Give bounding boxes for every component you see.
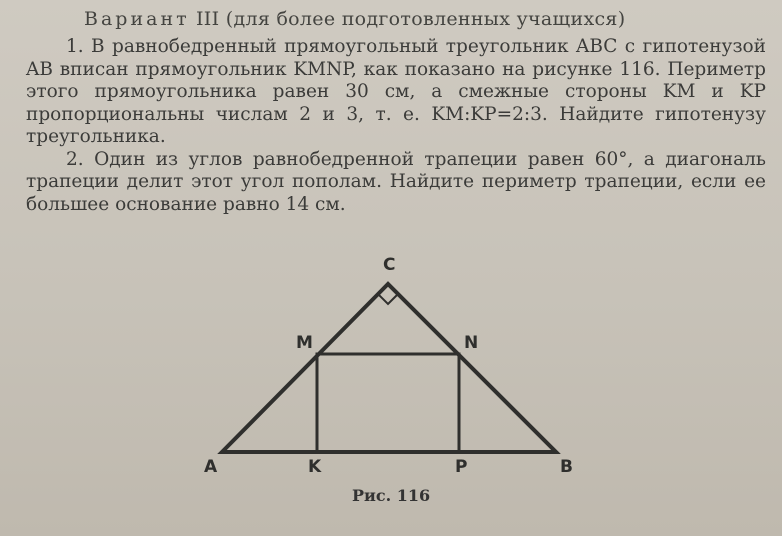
variant-number: III	[195, 8, 220, 30]
problem-1	[26, 36, 766, 149]
problem-2-text: Один из углов равнобедренной трапеции равен 60°, а диагональ трапеции делит этот угол пополам. Найдите периметр трапеции, если ее большее основание равно 14 см.	[26, 148, 766, 215]
rectangle-kmnp	[317, 354, 459, 452]
vertex-label-k: K	[308, 457, 322, 477]
vertex-label-c: C	[383, 255, 396, 275]
vertex-label-m: M	[296, 333, 313, 353]
text-block	[26, 8, 766, 216]
problem-1-text: В равнобедренный прямоугольный треугольник ABC с гипотенузой AB вписан прямоугольник KMNP, как показано на рисунке 116. Периметр этого прямоугольника равен 30 см, а смежные стороны KM и KP пропорциональны числам 2 и 3, т. е. KM:KP=2:3. Найдите гипотенузу треугольника.	[26, 36, 766, 147]
figure-116	[200, 248, 590, 508]
figure-caption: Рис. 116	[352, 486, 431, 505]
vertex-label-b: B	[560, 457, 573, 477]
triangle-abc	[222, 284, 556, 452]
problem-2-number: 2.	[66, 148, 84, 170]
variant-subtitle: (для более подготовленных учащихся)	[225, 8, 626, 30]
problem-2	[26, 149, 766, 217]
vertex-label-p: P	[455, 457, 468, 477]
vertex-label-a: A	[204, 457, 218, 477]
variant-word: Вариант	[84, 8, 190, 30]
right-angle-mark	[378, 294, 398, 304]
variant-header	[26, 8, 766, 30]
triangle-diagram	[200, 248, 590, 508]
vertex-label-n: N	[464, 333, 479, 353]
problem-1-number: 1.	[66, 36, 84, 57]
